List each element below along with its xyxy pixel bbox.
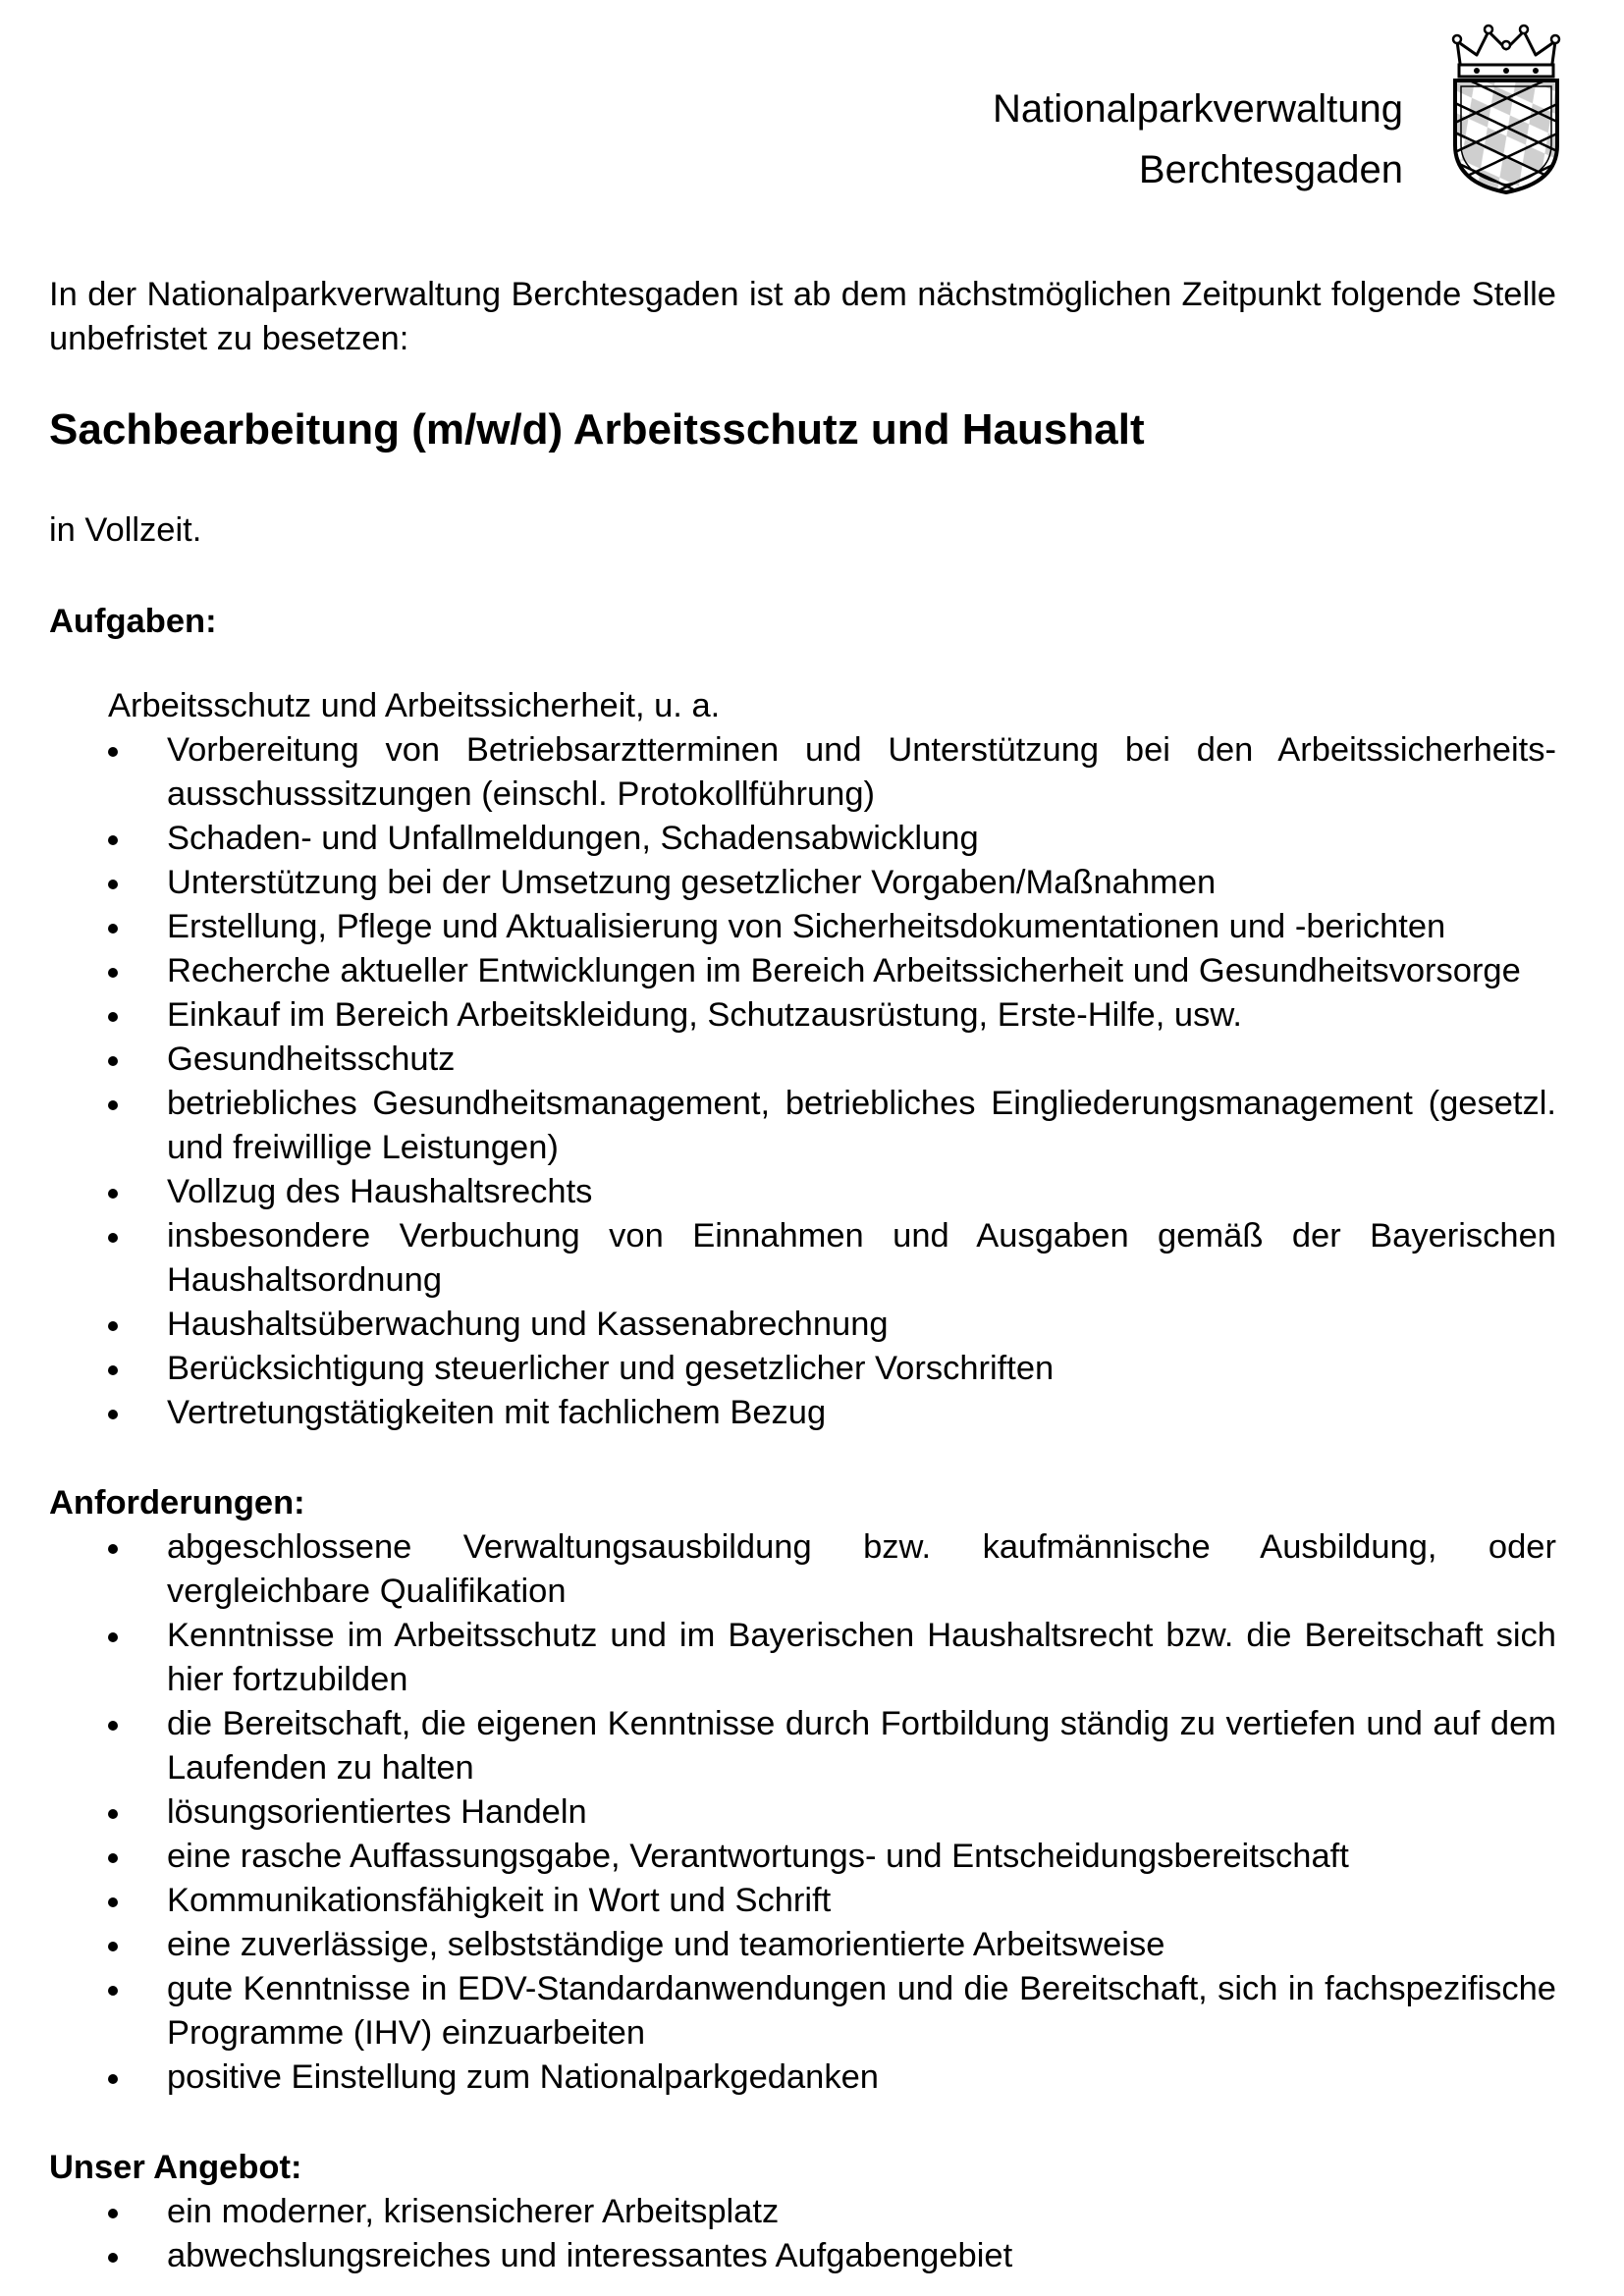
- list-item: Schaden- und Unfallmeldungen, Schadensabwicklung: [167, 817, 1556, 861]
- intro-text: In der Nationalparkverwaltung Berchtesgaden ist ab dem nächstmöglichen Zeitpunkt folgende Stelle unbefristet zu besetzen:: [49, 276, 1556, 357]
- list-item: Haushaltsüberwachung und Kassenabrechnung: [167, 1303, 1556, 1347]
- list-item: Recherche aktueller Entwicklungen im Bereich Arbeitssicherheit und Gesundheitsvorsorge: [167, 949, 1556, 993]
- list-item: Kommunikationsfähigkeit in Wort und Schrift: [167, 1879, 1556, 1923]
- list-item: Unterstützung bei der Umsetzung gesetzlicher Vorgaben/Maßnahmen: [167, 861, 1556, 905]
- list-item: gute Kenntnisse in EDV-Standardanwendungen und die Bereitschaft, sich in fachspezifische Programme (IHV) einzuarbeiten: [167, 1967, 1556, 2056]
- list-item: Erstellung, Pflege und Aktualisierung von Sicherheitsdokumentationen und -berichten: [167, 905, 1556, 949]
- section-heading-angebot: Unser Angebot:: [49, 2149, 302, 2186]
- employment-scope: in Vollzeit.: [49, 511, 202, 549]
- anforderungen-list: [49, 1525, 1556, 2100]
- job-posting-body: [49, 273, 1556, 2278]
- aufgaben-list: [49, 728, 1556, 1435]
- section-heading-anforderungen: Anforderungen:: [49, 1484, 305, 1522]
- list-item: Berücksichtigung steuerlicher und gesetzlicher Vorschriften: [167, 1347, 1556, 1391]
- list-item: Einkauf im Bereich Arbeitskleidung, Schutzausrüstung, Erste-Hilfe, usw.: [167, 993, 1556, 1038]
- list-item: Vertretungstätigkeiten mit fachlichem Bezug: [167, 1391, 1556, 1435]
- list-item: Kenntnisse im Arbeitsschutz und im Bayerischen Haushaltsrecht bzw. die Bereitschaft sich hier fortzubilden: [167, 1614, 1556, 1702]
- list-item: Vorbereitung von Betriebsarztterminen und Unterstützung bei den Arbeitssicherheitsausschusssitzungen (einschl. Protokollführung): [167, 728, 1556, 817]
- list-item: abwechslungsreiches und interessantes Aufgabengebiet: [167, 2234, 1556, 2278]
- section-heading-aufgaben: Aufgaben:: [49, 603, 217, 640]
- list-item: lösungsorientiertes Handeln: [167, 1790, 1556, 1835]
- organization-name: [993, 79, 1403, 200]
- angebot-list: [49, 2190, 1556, 2278]
- list-item: die Bereitschaft, die eigenen Kenntnisse durch Fortbildung ständig zu vertiefen und auf dem Laufenden zu halten: [167, 1702, 1556, 1790]
- organization-name-line2: Berchtesgaden: [1138, 148, 1403, 191]
- job-title: Sachbearbeitung (m/w/d) Arbeitsschutz und Haushalt: [49, 405, 1145, 454]
- aufgaben-subheading: Arbeitsschutz und Arbeitssicherheit, u. a.: [108, 687, 721, 724]
- list-item: insbesondere Verbuchung von Einnahmen und Ausgaben gemäß der Bayerischen Haushaltsordnung: [167, 1214, 1556, 1303]
- list-item: abgeschlossene Verwaltungsausbildung bzw. kaufmännische Ausbildung, oder vergleichbare Qualifikation: [167, 1525, 1556, 1614]
- list-item: eine zuverlässige, selbstständige und teamorientierte Arbeitsweise: [167, 1923, 1556, 1967]
- bavarian-coat-of-arms-icon: [1443, 20, 1569, 196]
- list-item: eine rasche Auffassungsgabe, Verantwortungs- und Entscheidungsbereitschaft: [167, 1835, 1556, 1879]
- organization-name-line1: Nationalparkverwaltung: [992, 87, 1403, 131]
- list-item: Vollzug des Haushaltsrechts: [167, 1170, 1556, 1214]
- list-item: positive Einstellung zum Nationalparkgedanken: [167, 2056, 1556, 2100]
- list-item: ein moderner, krisensicherer Arbeitsplatz: [167, 2190, 1556, 2234]
- list-item: Gesundheitsschutz: [167, 1038, 1556, 1082]
- list-item: betriebliches Gesundheitsmanagement, betriebliches Eingliederungsmanagement (gesetzl. und freiwillige Leistungen): [167, 1082, 1556, 1170]
